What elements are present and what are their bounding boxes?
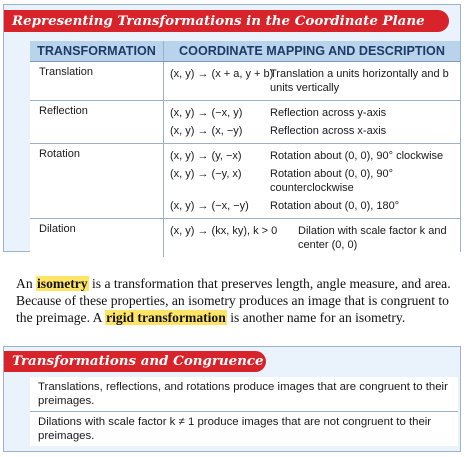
paragraph-text: is a transformation that preserves length, angle measure, and area. Because of these properties, an isometry produces an image that is congruent to the preimage. A <box>16 276 451 325</box>
mapping-rule: (x, y) → (x, −y) <box>170 125 243 137</box>
paragraph-text: An <box>16 276 37 291</box>
mapping-description: Rotation about (0, 0), 90° counterclockwise <box>270 168 394 194</box>
header-transformation: TRANSFORMATION <box>30 41 164 62</box>
mapping-description: Dilation with scale factor k and center (0, 0) <box>298 225 447 251</box>
mapping-description: Translation a units horizontally and b units vertically <box>270 68 449 94</box>
row-mappings <box>164 101 461 144</box>
congruence-item: Translations, reflections, and rotations produce images that are congruent to their preimages. <box>38 381 448 407</box>
row-mappings <box>164 219 461 258</box>
mapping-description: Rotation about (0, 0), 180° <box>270 200 400 212</box>
transformations-table-box <box>3 4 461 252</box>
row-name: Reflection <box>30 101 164 144</box>
term-isometry: isometry <box>37 276 88 291</box>
transformations-table <box>30 41 460 257</box>
mapping-description: Reflection across x-axis <box>270 125 387 137</box>
mapping-description: Rotation about (0, 0), 90° clockwise <box>270 150 444 162</box>
mapping-description: Reflection across y-axis <box>270 107 387 119</box>
congruence-box-title: Transformations and Congruence <box>4 351 266 372</box>
mapping-entry <box>170 104 454 122</box>
table-box-title: Representing Transformations in the Coordinate Plane <box>4 10 449 32</box>
table-row-dilation <box>30 219 460 258</box>
mapping-rule: (x, y) → (x + a, y + b) <box>170 68 274 80</box>
isometry-paragraph <box>16 275 466 326</box>
mapping-rule: (x, y) → (−y, x) <box>170 168 242 180</box>
mapping-entry <box>170 197 454 215</box>
header-mapping: COORDINATE MAPPING AND DESCRIPTION <box>164 41 461 62</box>
table-row-reflection <box>30 101 460 144</box>
mapping-entry <box>170 122 454 140</box>
paragraph-text: is another name for an isometry. <box>226 310 406 325</box>
congruence-list <box>30 377 458 446</box>
row-name: Dilation <box>30 219 164 258</box>
mapping-entry <box>170 165 454 197</box>
table-header-row <box>30 41 460 62</box>
mapping-rule: (x, y) → (−x, y) <box>170 107 243 119</box>
mapping-entry <box>170 147 454 165</box>
mapping-rule: (x, y) → (−x, −y) <box>170 200 249 212</box>
row-mappings <box>164 144 461 219</box>
table-row-translation <box>30 62 460 101</box>
row-name: Rotation <box>30 144 164 219</box>
mapping-rule: (x, y) → (y, −x) <box>170 150 242 162</box>
congruence-item: Dilations with scale factor k ≠ 1 produce images that are not congruent to their preimages. <box>30 411 458 446</box>
row-mappings <box>164 62 461 101</box>
mapping-entry <box>170 222 454 254</box>
congruence-box <box>3 346 461 452</box>
term-rigid-transformation: rigid transformation <box>106 310 226 325</box>
table-row-rotation <box>30 144 460 219</box>
mapping-rule: (x, y) → (kx, ky), k > 0 <box>170 225 278 237</box>
mapping-entry <box>170 65 454 97</box>
row-name: Translation <box>30 62 164 101</box>
